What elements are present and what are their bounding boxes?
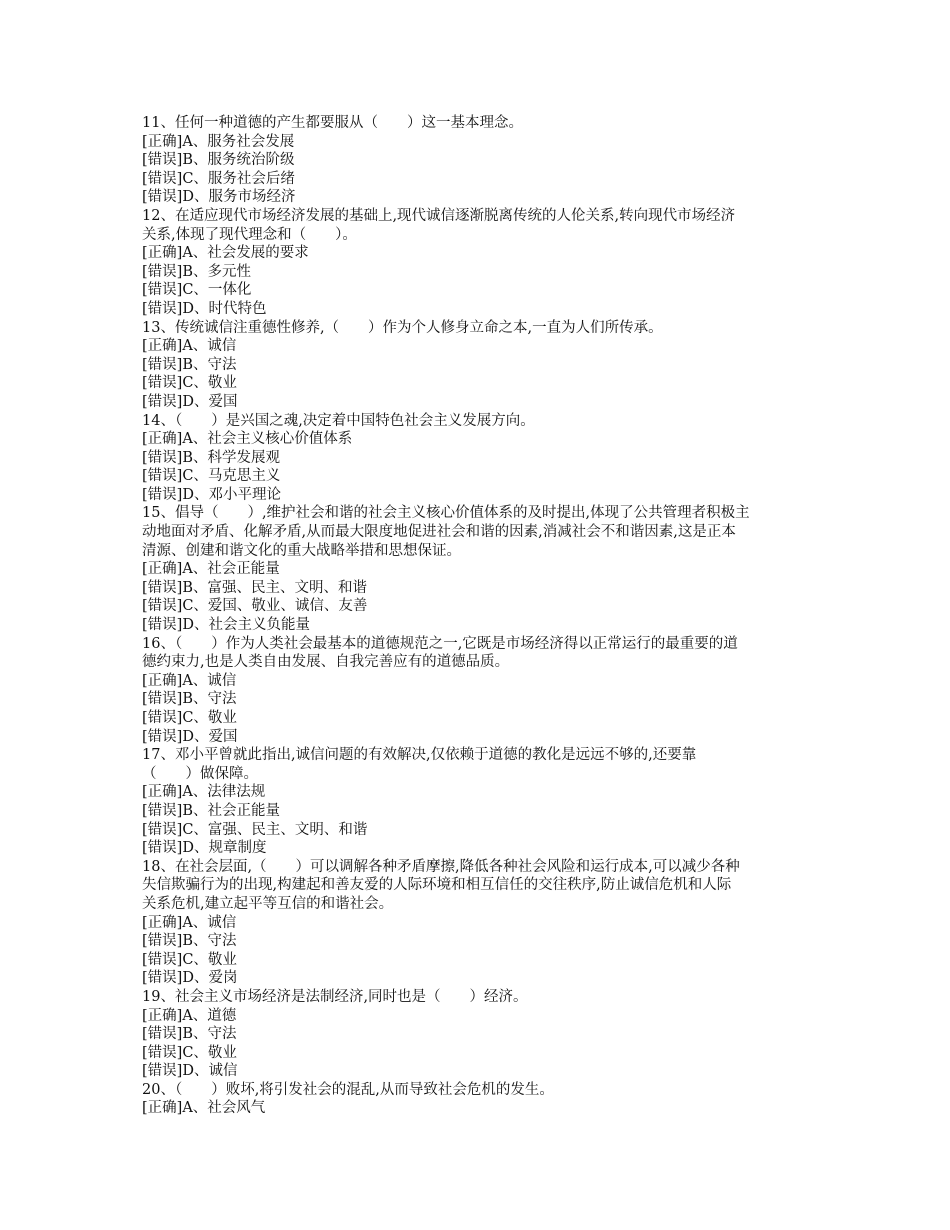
text-line: [正确]A、服务社会发展 <box>142 133 295 150</box>
text-line: 14、（ ）是兴国之魂,决定着中国特色社会主义发展方向。 <box>142 412 535 429</box>
text-line: [正确]A、诚信 <box>142 672 237 689</box>
text-line: [错误]B、守法 <box>142 691 237 708</box>
text-line: 19、社会主义市场经济是法制经济,同时也是（ ）经济。 <box>142 988 528 1005</box>
text-line: [错误]C、敬业 <box>142 951 237 968</box>
text-line: [正确]A、法律法规 <box>142 784 266 801</box>
text-line: [错误]B、社会正能量 <box>142 802 280 819</box>
text-line: [错误]D、诚信 <box>142 1063 238 1080</box>
text-line: [错误]C、敬业 <box>142 375 237 392</box>
text-line: 12、在适应现代市场经济发展的基础上,现代诚信逐渐脱离传统的人伦关系,转向现代市场经济 <box>142 207 736 224</box>
text-line: 失信欺骗行为的出现,构建起和善友爱的人际环境和相互信任的交往秩序,防止诚信危机和人际 <box>142 877 732 894</box>
text-line: 11、任何一种道德的产生都要服从（ ）这一基本理念。 <box>142 115 523 131</box>
text-line: [错误]D、爱国 <box>142 393 238 410</box>
text-line: [正确]A、社会发展的要求 <box>142 245 309 262</box>
text-line: [错误]C、敬业 <box>142 710 237 726</box>
text-line: [错误]D、时代特色 <box>142 300 267 317</box>
text-line: [错误]B、守法 <box>142 356 237 373</box>
text-line: 动地面对矛盾、化解矛盾,从而最大限度地促进社会和谐的因素,消减社会不和谐因素,这是正本 <box>142 524 736 541</box>
text-line: [错误]B、科学发展观 <box>142 449 280 466</box>
text-line: [错误]D、规章制度 <box>142 840 267 857</box>
text-line: [错误]D、爱国 <box>142 728 238 745</box>
text-line: [正确]A、诚信 <box>142 914 237 931</box>
text-line: 17、邓小平曾就此指出,诚信问题的有效解决,仅依赖于道德的教化是远远不够的,还要靠 <box>142 747 697 764</box>
text-line: 清源、创建和谐文化的重大战略举措和思想保证。 <box>142 542 461 559</box>
text-line: 16、（ ）作为人类社会最基本的道德规范之一,它既是市场经济得以正常运行的最重要的道 <box>142 635 738 652</box>
text-line: [正确]A、社会正能量 <box>142 561 280 578</box>
text-line: （ ）做保障。 <box>142 765 258 782</box>
text-line: [错误]B、守法 <box>142 1026 237 1043</box>
text-line: 关系,体现了现代理念和（ ）。 <box>142 226 357 243</box>
text-line: [错误]D、服务市场经济 <box>142 189 296 206</box>
text-line: [错误]D、邓小平理论 <box>142 486 281 503</box>
text-line: 15、倡导（ ）,维护社会和谐的社会主义核心价值体系的及时提出,体现了公共管理者积极主 <box>142 505 750 522</box>
text-line: [错误]D、社会主义负能量 <box>142 617 310 634</box>
text-line: [正确]A、社会风气 <box>142 1100 266 1117</box>
text-line: [错误]C、一体化 <box>142 282 252 299</box>
text-line: [错误]C、敬业 <box>142 1044 237 1061</box>
text-line: [错误]C、服务社会后绪 <box>142 170 295 187</box>
text-line: [错误]C、马克思主义 <box>142 468 281 485</box>
text-line: 20、（ ）败坏,将引发社会的混乱,从而导致社会危机的发生。 <box>142 1081 554 1098</box>
text-line: 18、在社会层面,（ ）可以调解各种矛盾摩擦,降低各种社会风险和运行成本,可以减少各种 <box>142 858 740 875</box>
text-line: [错误]B、守法 <box>142 933 237 950</box>
document-body <box>142 114 814 1118</box>
text-line: [错误]D、爱岗 <box>142 970 238 987</box>
text-line: [错误]C、富强、民主、文明、和谐 <box>142 821 368 838</box>
text-line: [正确]A、诚信 <box>142 338 237 355</box>
text-line: [错误]B、服务统治阶级 <box>142 152 295 169</box>
text-line: [错误]B、富强、民主、文明、和谐 <box>142 579 367 596</box>
text-line: [正确]A、道德 <box>142 1007 237 1024</box>
text-line: [错误]C、爱国、敬业、诚信、友善 <box>142 598 368 615</box>
text-line: 德约束力,也是人类自由发展、自我完善应有的道德品质。 <box>142 654 510 671</box>
text-line: 13、传统诚信注重德性修养,（ ）作为个人修身立命之本,一直为人们所传承。 <box>142 319 663 336</box>
text-line: [正确]A、社会主义核心价值体系 <box>142 431 353 448</box>
text-line: 关系危机,建立起平等互信的和谐社会。 <box>142 895 394 912</box>
text-line: [错误]B、多元性 <box>142 263 251 280</box>
